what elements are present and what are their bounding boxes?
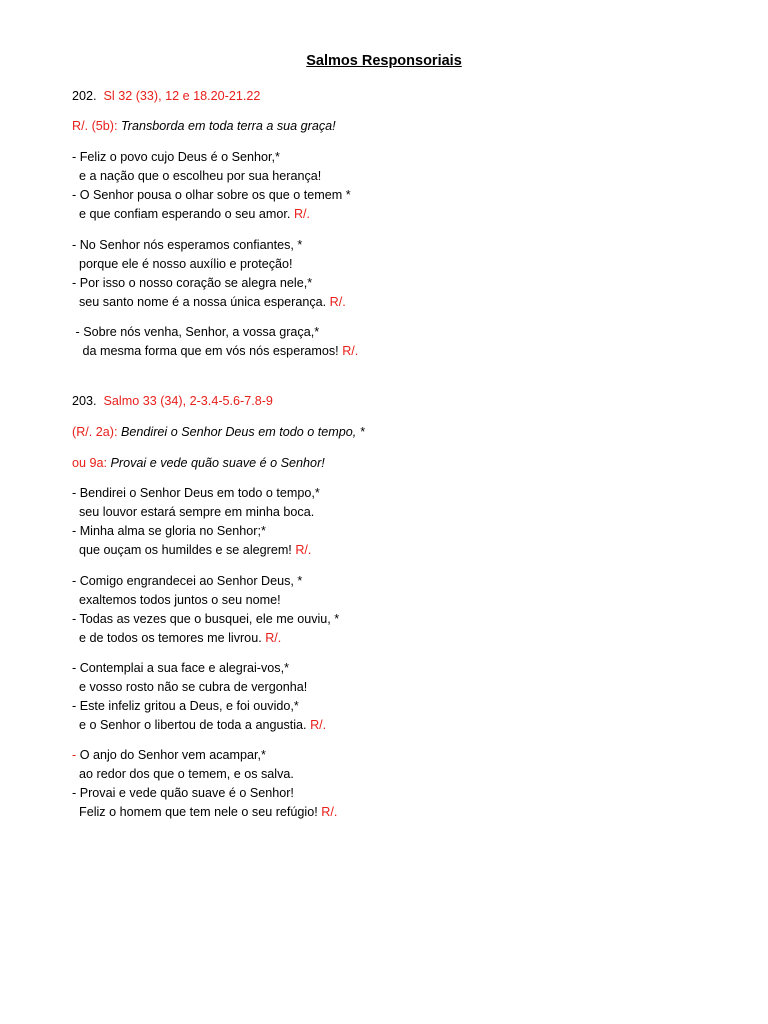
verse-line: - Minha alma se gloria no Senhor;* — [72, 524, 266, 538]
refrain-label: R/. (5b): — [72, 119, 118, 133]
refrain-mark: R/. — [321, 805, 338, 819]
verse-text: que ouçam os humildes e se alegrem! — [72, 543, 292, 557]
verse-line-with-refrain — [72, 342, 358, 361]
verse-line: - O Senhor pousa o olhar sobre os que o temem * — [72, 188, 351, 202]
verse-line: ao redor dos que o temem, e os salva. — [72, 767, 294, 781]
verse-text: e que confiam esperando o seu amor. — [72, 207, 291, 221]
alt-refrain-text: Provai e vede quão suave é o Senhor! — [110, 456, 325, 470]
psalm-202-heading — [72, 87, 260, 106]
refrain-text: Bendirei o Senhor Deus em todo o tempo, * — [121, 425, 365, 439]
psalm-203-alt-refrain — [72, 454, 325, 473]
verse-text: e de todos os temores me livrou. — [72, 631, 262, 645]
refrain-mark: R/. — [329, 295, 346, 309]
psalm-203-heading — [72, 392, 273, 411]
psalm-203-refrain — [72, 423, 365, 442]
verse-line-with-refrain — [72, 205, 310, 224]
verse-line: - Este infeliz gritou a Deus, e foi ouvido,* — [72, 699, 299, 713]
refrain-mark: R/. — [342, 344, 359, 358]
refrain-mark: R/. — [295, 543, 312, 557]
verse-line: - Sobre nós venha, Senhor, a vossa graça,* — [72, 325, 320, 339]
psalm-202-reference: Sl 32 (33), 12 e 18.20-21.22 — [103, 89, 261, 103]
verse-text: e o Senhor o libertou de toda a angustia. — [72, 718, 307, 732]
verse-line: - Contemplai a sua face e alegrai-vos,* — [72, 661, 290, 675]
verse-line: e vosso rosto não se cubra de vergonha! — [72, 680, 308, 694]
verse-dash: - — [72, 748, 77, 762]
verse-line: - Todas as vezes que o busquei, ele me ouviu, * — [72, 612, 340, 626]
verse-line — [72, 746, 266, 765]
refrain-text: Transborda em toda terra a sua graça! — [121, 119, 336, 133]
refrain-mark: R/. — [293, 207, 311, 221]
refrain-mark: R/. — [310, 718, 327, 732]
document-title: Salmos Responsoriais — [306, 53, 462, 69]
refrain-mark: R/. — [265, 631, 282, 645]
verse-text: O anjo do Senhor vem acampar,* — [76, 748, 266, 762]
verse-line: - Por isso o nosso coração se alegra nele,* — [72, 276, 313, 290]
verse-line: - Bendirei o Senhor Deus em todo o tempo,* — [72, 486, 320, 500]
verse-line: - Feliz o povo cujo Deus é o Senhor,* — [72, 150, 280, 164]
psalm-203-number: 203. — [72, 394, 97, 408]
verse-text: seu santo nome é a nossa única esperança. — [72, 295, 327, 309]
verse-line-with-refrain — [72, 716, 326, 735]
verse-line: seu louvor estará sempre em minha boca. — [72, 505, 315, 519]
psalm-203-reference: Salmo 33 (34), 2-3.4-5.6-7.8-9 — [103, 394, 273, 408]
verse-text: Feliz o homem que tem nele o seu refúgio! — [72, 805, 318, 819]
verse-line: porque ele é nosso auxílio e proteção! — [72, 257, 293, 271]
verse-line-with-refrain — [72, 541, 311, 560]
verse-line: e a nação que o escolheu por sua herança! — [72, 169, 322, 183]
verse-text: da mesma forma que em vós nós esperamos! — [72, 344, 339, 358]
verse-line: - Provai e vede quão suave é o Senhor! — [72, 786, 294, 800]
verse-line: exaltemos todos juntos o seu nome! — [72, 593, 281, 607]
psalm-202-number: 202. — [72, 89, 97, 103]
verse-line-with-refrain — [72, 629, 281, 648]
verse-line: - Comigo engrandecei ao Senhor Deus, * — [72, 574, 303, 588]
alt-refrain-label: ou 9a: — [72, 456, 108, 470]
verse-line-with-refrain — [72, 803, 337, 822]
verse-line: - No Senhor nós esperamos confiantes, * — [72, 238, 303, 252]
verse-line-with-refrain — [72, 293, 346, 312]
refrain-label: (R/. 2a): — [72, 425, 118, 439]
psalm-202-refrain — [72, 117, 336, 136]
